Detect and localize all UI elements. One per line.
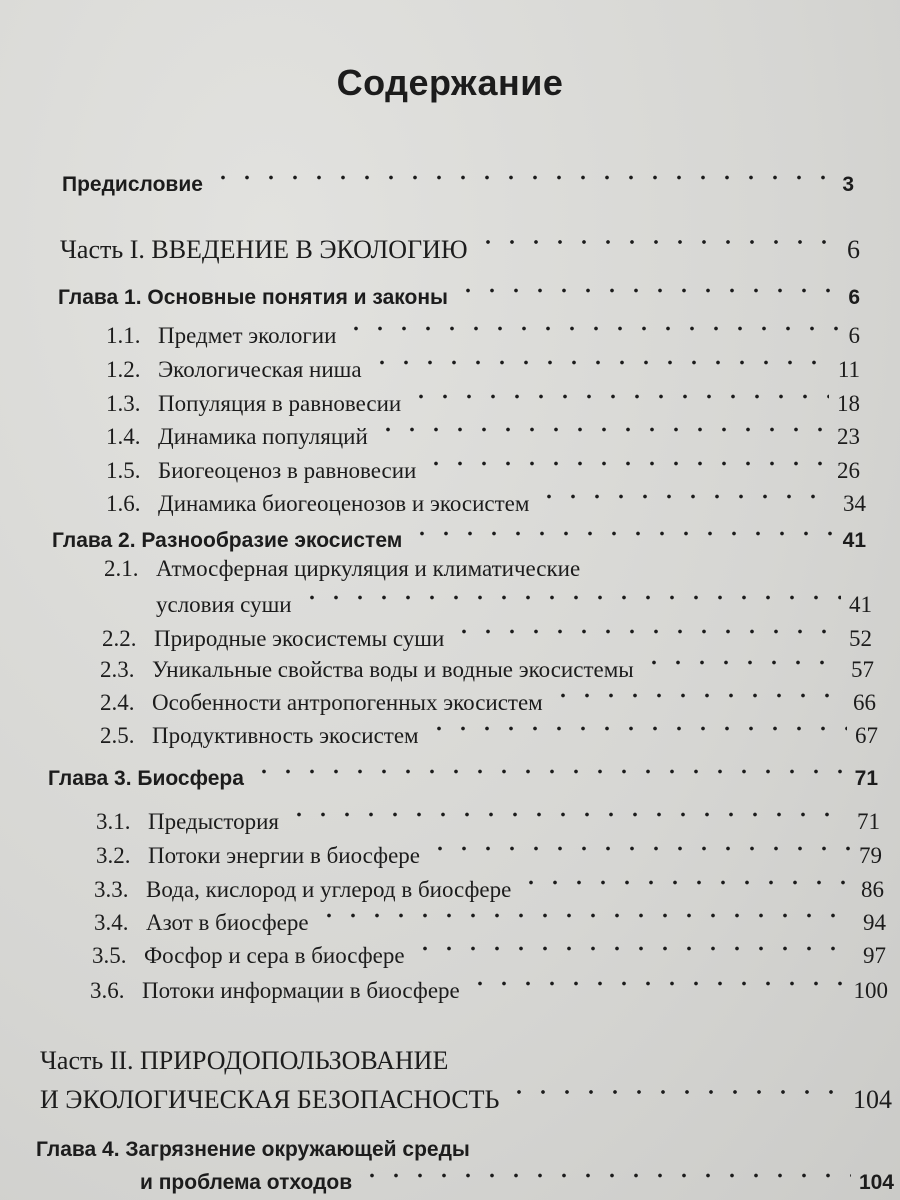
section-number: 2.2. (102, 626, 137, 651)
section-number: 1.1. (106, 323, 141, 348)
toc-chapter-3 (48, 764, 878, 791)
toc-page-number: 104 (853, 1085, 892, 1114)
page-title: Содержание (336, 62, 564, 103)
toc-chapter-4 (140, 1168, 894, 1195)
section-label: Особенности антропогенных экосистем (152, 690, 543, 715)
toc-part-2-first-line (40, 1046, 448, 1076)
toc-section (90, 975, 888, 1004)
toc-page-number: 71 (857, 809, 880, 834)
section-number: 2.5. (100, 723, 135, 748)
toc-section (106, 421, 860, 450)
section-number: 1.3. (106, 391, 141, 416)
section-label: Уникальные свойства воды и водные экосистемы (152, 657, 634, 682)
toc-part-label-continued: И ЭКОЛОГИЧЕСКАЯ БЕЗОПАСНОСТЬ (40, 1085, 500, 1114)
dot-leader (360, 1169, 851, 1190)
toc-section (100, 654, 874, 683)
toc-section (100, 720, 878, 749)
toc-section (100, 687, 876, 716)
section-number: 2.4. (100, 690, 135, 715)
toc-section (106, 320, 860, 349)
toc-chapter-2 (52, 526, 866, 553)
toc-section (96, 806, 880, 835)
dot-leader (413, 941, 855, 964)
dot-leader (376, 422, 829, 445)
toc-page-number: 94 (863, 910, 886, 935)
dot-leader (252, 765, 847, 786)
dot-leader (507, 1083, 845, 1109)
section-number: 1.6. (106, 491, 141, 516)
section-number: 2.3. (100, 657, 135, 682)
toc-section (106, 388, 860, 417)
toc-section-first-line (104, 556, 580, 582)
section-label: Потоки информации в биосфере (142, 978, 460, 1003)
section-label: Азот в биосфере (146, 910, 309, 935)
toc-part-1 (60, 232, 860, 265)
toc-page-number: 71 (854, 767, 878, 790)
toc-page-number: 86 (861, 877, 884, 902)
section-number: 1.2. (106, 357, 141, 382)
dot-leader (537, 489, 835, 512)
section-label: Продуктивность экосистем (152, 723, 419, 748)
toc-page-number: 6 (848, 286, 860, 309)
section-label: Динамика биогеоценозов и экосистем (158, 491, 530, 516)
toc-section (96, 840, 882, 869)
dot-leader (287, 807, 849, 830)
section-number: 3.1. (96, 809, 131, 834)
toc-page-number: 11 (837, 357, 860, 382)
section-label: Динамика популяций (158, 424, 368, 449)
toc-section (106, 455, 860, 484)
toc-page-number: 3 (842, 173, 854, 196)
dot-leader (476, 233, 839, 259)
section-label: Предмет экологии (158, 323, 337, 348)
toc-page-number: 6 (847, 235, 860, 264)
toc-page-number: 18 (837, 391, 860, 416)
dot-leader (519, 875, 853, 898)
toc-part-label: Часть I. ВВЕДЕНИЕ В ЭКОЛОГИЮ (60, 235, 468, 264)
section-label: Популяция в равновесии (158, 391, 402, 416)
toc-part-2 (40, 1082, 892, 1115)
dot-leader (468, 976, 846, 999)
toc-page-number: 41 (849, 592, 872, 617)
toc-section (156, 589, 872, 618)
toc-section (92, 940, 886, 969)
section-label: Фосфор и сера в биосфере (144, 943, 405, 968)
toc-page-number: 52 (849, 626, 872, 651)
section-number: 1.4. (106, 424, 141, 449)
section-number: 3.4. (94, 910, 129, 935)
dot-leader (551, 688, 845, 711)
dot-leader (424, 456, 829, 479)
dot-leader (642, 655, 843, 678)
section-number: 2.1. (104, 556, 139, 581)
toc-chapter-1 (58, 283, 860, 310)
dot-leader (409, 389, 829, 412)
dot-leader (456, 284, 840, 305)
toc-page-number: 34 (843, 491, 866, 516)
section-number: 1.5. (106, 458, 141, 483)
toc-page-number: 104 (858, 1171, 894, 1194)
dot-leader (370, 355, 830, 378)
toc-page-number: 66 (853, 690, 876, 715)
toc-chapter-label: Глава 2. Разнообразие экосистем (52, 529, 403, 552)
section-label: Вода, кислород и углерод в биосфере (146, 877, 512, 902)
toc-entry-label: Предисловие (62, 173, 203, 196)
dot-leader (300, 590, 841, 613)
toc-chapter-label: Глава 4. Загрязнение окружающей среды (36, 1138, 470, 1161)
dot-leader (211, 171, 834, 192)
toc-page-number: 97 (863, 943, 886, 968)
section-number: 3.2. (96, 843, 131, 868)
toc-section (106, 354, 860, 383)
toc-section (102, 623, 872, 652)
toc-section (106, 488, 866, 517)
toc-page-number: 6 (848, 323, 860, 348)
section-label: Атмосферная циркуляция и климатические (156, 556, 581, 581)
section-number: 3.3. (94, 877, 129, 902)
dot-leader (317, 908, 855, 931)
toc-page-number: 26 (837, 458, 860, 483)
section-label: Природные экосистемы суши (154, 626, 445, 651)
toc-section (94, 874, 884, 903)
toc-page-number: 100 (853, 978, 888, 1003)
section-label: Биогеоценоз в равновесии (158, 458, 417, 483)
toc-chapter-label-continued: и проблема отходов (140, 1171, 353, 1194)
toc-page-number: 67 (855, 723, 878, 748)
dot-leader (452, 624, 841, 647)
dot-leader (428, 841, 851, 864)
toc-chapter-label: Глава 3. Биосфера (48, 767, 244, 790)
section-number: 3.6. (90, 978, 125, 1003)
dot-leader (410, 527, 834, 548)
toc-entry-preface (62, 170, 854, 197)
toc-part-label: Часть II. ПРИРОДОПОЛЬЗОВАНИЕ (40, 1046, 449, 1075)
dot-leader (344, 321, 840, 344)
toc-page-number: 57 (851, 657, 874, 682)
section-label: Потоки энергии в биосфере (148, 843, 420, 868)
toc-chapter-4-first-line (36, 1138, 470, 1162)
section-number: 3.5. (92, 943, 127, 968)
section-label: Предыстория (148, 809, 280, 834)
toc-page-number: 23 (837, 424, 860, 449)
toc-chapter-label: Глава 1. Основные понятия и законы (58, 286, 448, 309)
section-label: Экологическая ниша (158, 357, 362, 382)
section-label-continued: условия суши (156, 592, 292, 617)
toc-page-number: 79 (859, 843, 882, 868)
dot-leader (427, 721, 847, 744)
toc-section (94, 907, 886, 936)
toc-page-number: 41 (842, 529, 866, 552)
